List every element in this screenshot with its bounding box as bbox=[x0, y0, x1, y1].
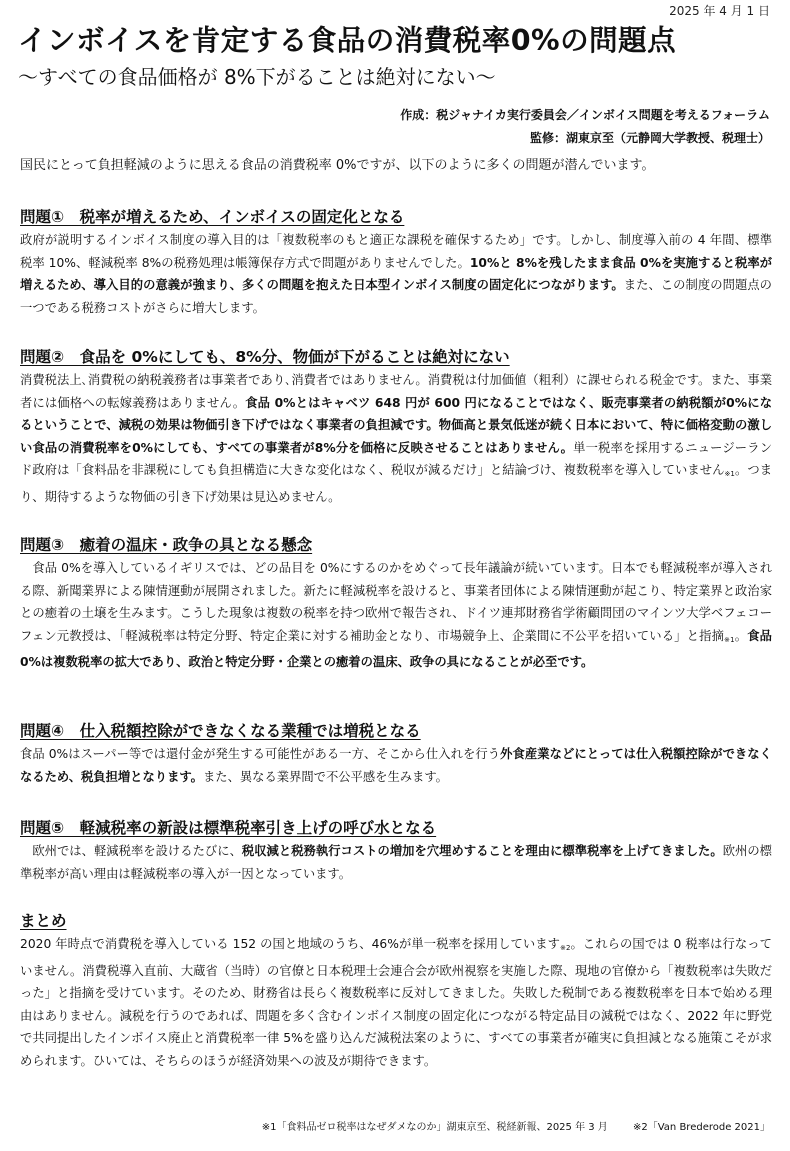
body-text: 食品 0%を導入しているイギリスでは、どの品目を 0%にするのかをめぐって長年議論が続いています。日本でも軽減税率が導入される際、新聞業界による陳情運動が展開されました。新たに軽減税率を設けると、事業者団体による陳情運動が起こり、特定業界と政治家との癒着の土壌を生みます。こうした現象は複数の税率を持つ欧州で報告され、ドイツ連邦財務省学術顧問団のマインツ大学ベフェコーフェン元教授は、「軽減税率は特定分野、特定企業に対する補助金となり、市場競争上、企業間に不公平を招いている」と指摘 bbox=[20, 561, 772, 643]
document-date: 2025 年 4 月 1 日 bbox=[669, 4, 770, 18]
problem-1-body bbox=[20, 229, 772, 319]
intro-paragraph: 国民にとって負担軽減のように思える食品の消費税率 0%ですが、以下のように多くの問題が潜んでいます。 bbox=[20, 158, 655, 173]
problem-2-heading: 問題② 食品を 0%にしても、8%分、物価が下がることは絶対にない bbox=[20, 348, 510, 366]
body-text: 消費税法上､消費税の納税義務者は事業者であり､消費者ではありません。消費税は付加価値（粗利）に課せられる税金です。また、事業者には価格への転嫁義務はありません。 bbox=[20, 373, 772, 410]
body-text: 2020 年時点で消費税を導入している 152 の国と地域のうち、46%が単一税率を採用しています bbox=[20, 937, 560, 951]
problem-4-body bbox=[20, 743, 772, 788]
problem-5-heading: 問題⑤ 軽減税率の新設は標準税率引き上げの呼び水となる bbox=[20, 819, 437, 837]
body-text: 。これらの国では 0 税率は行なっていません。消費税導入直前、大蔵省（当時）の官僚と日本税理士会連合会が欧州視察を実施した際、現地の官僚から「複数税率は失敗だった」と指摘を受けています。そのため、財務省は長らく複数税率に反対してきました。失敗した税制である複数税率を日本で始める理由はありません。減税を行うのであれば、問題を多く含むインボイス制度の固定化につながる特定品目の減税ではなく、2022 年に野党で共同提出したインボイス廃止と消費税率一律 5%を盛り込んだ減税法案のように、すべての事業者が確実に負担減となる施策こそが求められます。ひいては、そちらのほうが経済効果への波及が期待できます。 bbox=[20, 937, 772, 1068]
problem-3-body bbox=[20, 557, 772, 674]
footnote-2: ※2「Van Brederode 2021」 bbox=[633, 1122, 770, 1133]
supervisor-line: 監修：湖東京至（元静岡大学教授、税理士） bbox=[529, 131, 770, 145]
footnote-1: ※1「食料品ゼロ税率はなぜダメなのか」湖東京至、税経新報、2025 年 3 月 bbox=[261, 1122, 608, 1133]
footnotes bbox=[262, 1118, 770, 1133]
body-text: 単一税率を採用するニュージーランド政府は「食料品を非課税にしても負担構造に大きな変化はなく、税収が減るだけ」と結論づけ、複数税率を導入していません bbox=[20, 440, 772, 477]
summary-heading: まとめ bbox=[20, 912, 67, 930]
problem-5-body bbox=[20, 840, 772, 885]
problem-3-heading: 問題③ 癒着の温床・政争の具となる懸念 bbox=[20, 536, 313, 554]
body-text: 欧州では、軽減税率を設けるたびに、 bbox=[20, 844, 242, 858]
problem-4-heading: 問題④ 仕入税額控除ができなくなる業種では増税となる bbox=[20, 722, 421, 740]
problem-3-section bbox=[20, 534, 772, 674]
emphasis-text: 食品 0%とはキャベツ 648 円が 600 円になることではなく、販売事業者の納税額が0%になるということで、減税の効果は物価引き下げではなく事業者の負担減です。物価高と景気低迷が続く日本において、特に価格変動の激しい食品の消費税率を0%にしても、すべての事業者が8%分を価格に反映させることはありません。 bbox=[20, 395, 772, 455]
problem-4-section bbox=[20, 720, 772, 788]
problem-1-section bbox=[20, 206, 772, 319]
emphasis-text: 10%と 8%を残したまま食品 0%を実施すると税率が増えるため、導入目的の意義が強まり、多くの問題を抱えた日本型インボイス制度の固定化につながります。 bbox=[20, 255, 772, 292]
body-text: また、この制度の問題点の一つである税務コストがさらに増大します。 bbox=[20, 278, 772, 315]
body-text: 食品 0%はスーパー等では還付金が発生する可能性がある一方、そこから仕入れを行う bbox=[20, 747, 501, 761]
emphasis-text: 食品 0%は複数税率の拡大であり、政治と特定分野・企業との癒着の温床、政争の具になることが必至です。 bbox=[20, 628, 772, 669]
footnote-mark: ※1 bbox=[724, 470, 735, 478]
emphasis-text: 税収減と税務執行コストの増加を穴埋めすることを理由に標準税率を上げてきました。 bbox=[241, 844, 723, 858]
authors-block bbox=[400, 104, 770, 150]
problem-2-body bbox=[20, 369, 772, 508]
body-text: 。 bbox=[734, 628, 748, 643]
footnote-mark: ※2 bbox=[560, 944, 571, 952]
body-text: 政府が説明するインボイス制度の導入目的は「複数税率のもと適正な課税を確保するため」です。しかし、制度導入前の 4 年間、標準税率 10%、軽減税率 8%の税務処理は帳簿保存方式で問題がありませんでした。 bbox=[20, 233, 772, 270]
summary-section bbox=[20, 910, 772, 1072]
body-text: 欧州の標準税率が高い理由は軽減税率の導入が一因となっています。 bbox=[20, 844, 772, 881]
creator-line: 作成：税ジャナイカ実行委員会／インボイス問題を考えるフォーラム bbox=[400, 108, 770, 122]
footnote-mark: ※1 bbox=[724, 635, 735, 644]
problem-5-section bbox=[20, 817, 772, 885]
emphasis-text: 外食産業などにとっては仕入税額控除ができなくなるため、税負担増となります。 bbox=[20, 747, 772, 784]
document-subtitle: 〜すべての食品価格が 8%下がることは絶対にない〜 bbox=[18, 65, 496, 89]
body-text: 。つまり、期待するような物価の引き下げ効果は見込めません。 bbox=[20, 463, 772, 504]
problem-1-heading: 問題① 税率が増えるため、インボイスの固定化となる bbox=[20, 208, 405, 226]
document-title: インボイスを肯定する食品の消費税率0%の問題点 bbox=[18, 24, 677, 57]
problem-2-section bbox=[20, 346, 772, 508]
body-text: また、異なる業界間で不公平感を生みます。 bbox=[202, 769, 448, 784]
summary-body bbox=[20, 933, 772, 1072]
